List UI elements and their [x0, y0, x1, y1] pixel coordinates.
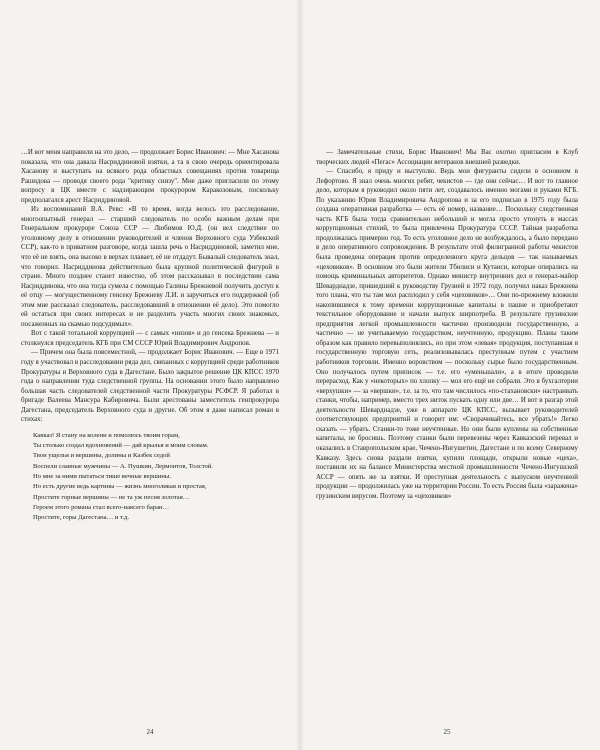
book-gutter	[296, 0, 304, 750]
right-paragraph-2: — Спасибо, я приду и выступлю. Ведь мои фигуранты сидели в основном в Лефортово. Я знал очень многих ребят, чекистов — где они сейчас… И вот то главное дело, которым я руководил около пяти лет, создавалось именно могами и руками КГБ. По указанию Юрия Владимировича Андропова и за его подписью в 1975 году была создана оперативная разработка — есть её номер, название… Поскольку следственная часть КГБ была тогда сравнительно небольшой и могла просто утонуть в массах коррупционных стихий, то была привлечена Прокуратура СССР. Тайная разработка продолжалась примерно год. То есть уголовное дело не возбуждалось, а было передано в дело оперативного сопровождения. В результате этой филигранной работы чекистов была проведена операция против определенного круга дельцов — так называемых «цеховиков». В основном это были жители Тбилиси и Кутаиси, которые опирались на помощь криминальных авторитетов. Однако министр внутренних дел и генерал-майор Шеварднадзе, пришедший к руководству Грузией в 1972 году, получил наказ Брежнева того плана, что ты там мол расплодил у себя «цеховиков»… Они по-прежнему вложили накопившиеся к тому времени коррупционные капиталы в пашне и приобретают текстильное оборудование и начали выпуск ширпотреба. В результате грузинские предприятия легкой промышленности частично производили государственную, а частично — не учитываемую государством, неучтенную, продукцию. Планы таким образом как правило перевыполнялись, но при этом «левая» продукция, поступавшая в государственную торговую сеть, реализовывалась преступным путем с участием работников торговли. Именно воровством — поскольку сырье было государственным. Оно получалось путем приписок — т.е. его «уменьшали», а в итоге проводили перерасход. Как у «некоторых» по хлопку — мол его ещё не собрали. Это в бухгалтерии «верхушки» — за «вершки», т.е. за то, что там числилось «по-стахановски» настраивать станки, чтобы, например, вместо трех ниток пускать одну или две… И вот в разгар этой деятельности Шеварднадзе, уже в аппарате ЦК КПСС, вызывает руководителей соответствующих предприятий и говорит им: «Сворачивайтесь, все убрать!» Легко сказать — убрать. Станки-то тоже неучтенные. Но они были куплены на собственные капиталы, не бросишь. Поэтому станки были перевезены через Кавказский перевал и оказались в Ставропольском крае, Чечено-Ингушетии, Дагестане и по всему Северному Кавказу. Здесь снова раздали взятки, купили площади, открыли новые «цеха», поставили их на балансе Министерства местной промышленности Чечено-Ингушской АССР — опять же за взятки. И преступная деятельность с выпуском неучтенной продукции — продолжилась уже на территории России. То есть Россия была «заражена» грузинским вирусом. Поэтому за «цеховиков»	[316, 168, 578, 500]
poem-line: Героем этого романа стал всего-навсего баран…	[33, 503, 170, 511]
left-paragraph-1: …И вот меня направили на это дело, — продолжает Борис Иванович: — Мне Хасанова показала, что она давала Насриддиновой взятки, а та в свою очередь ориентировала Хасанову и выступать на всякого рода областных совещаниях против товарища Рашидова — проводя своего рода "критику снизу". Мне даже пригласили по этому вопросу в ЦК вместе с надзирающим прокурором Каракозовым, поскольку предполагался арест Насриддиновой.	[21, 149, 279, 204]
right-paragraph-1: — Замечательные стихи, Борис Иванович! Мы Вас охотно пригласим в Клуб творческих людей «Пегас» Ассоциации ветеранов внешней разведки.	[316, 149, 578, 166]
left-page	[21, 148, 279, 524]
poem-excerpt	[33, 431, 279, 524]
poem-line: Но мне за ними пытаться тише вечные вершины.	[33, 473, 172, 481]
poem-line: Кавказ! Я стану на колени и помолюсь твоим горам,	[33, 431, 180, 439]
poem-line: Воспели славные мужчины — А. Пушкин, Лермонтов, Толстой.	[33, 462, 213, 470]
left-page-number: 24	[146, 728, 154, 736]
right-page	[316, 148, 578, 501]
left-paragraph-4: — Причем она была повсеместной, — продолжает Борис Иванович. — Еще в 1971 году я участвовал в расследовании ряда дел, связанных с коррупцией среди работников Прокуратуры и Верховного суда в Дагестане. Было закрытое решение ЦК КПСС 1970 года о направлении туда следственной группы. На основании этого было направлено большая часть следователей следственной части Прокуратуры РСФСР. Я работал в бригаде Валеева Мансура Кабировича. Были арестованы заместитель генпрокурора Дагестана, председатель Верховного суда и другие. Об этом я даже написал роман в стихах:	[21, 349, 279, 424]
left-paragraph-2: Из воспоминаний В.А. Ревс: «В то время, когда велось это расследование, многоопытный генерал — старший следователь по особо важным делам при Генеральном прокуроре Союза ССР — Любимов Ю.Д. (он вел следствие по уголовному делу в отношении руководителей и членов Верховного суда Узбекской ССР), как-то в приватном разговоре, когда зашла речь о Насриддиновой, заметил мне, что её не взять, она высоко в верхах плавает, её не отдадут. Бывалый следователь знал, что говорил. Насриддинова действительно была крупной политической фигурой в стране. Много позднее станет известно, об этом рассказывал в последствии сама Насриддинова, что она тогда сумела с помощью Галины Брежневой получить доступ к её отцу — могущественному генсеку Брежневу Л.И. и заручиться его поддержкой (об этом мне рассказал следователь, расследовавший в отношении её дело). Это помогло ей остаться при своих интересах и не разделить участь многих своих знакомых, посаженных на скамью подсудимых».	[21, 206, 279, 328]
right-page-number: 25	[443, 728, 451, 736]
left-paragraph-3: Вот с такой тотальной коррупцией — с самых «низов» и до генсека Брежнева — и столкнулся председатель КГБ при СМ СССР Юрий Владимирович Андропов.	[21, 330, 279, 347]
poem-line: Ты столько создал вдохновений — дай крылья и моим словам.	[33, 442, 209, 450]
poem-line: Но есть другие ведь картины — жизнь многоликая и простая,	[33, 483, 207, 491]
poem-line: Простите горные вершины — не та уж песня золотая…	[33, 493, 190, 501]
poem-line: Твои ущелья и вершины, долины и Казбек седой	[33, 452, 170, 460]
poem-line: Простите, горы Дагестана… и т.д.	[33, 514, 130, 522]
